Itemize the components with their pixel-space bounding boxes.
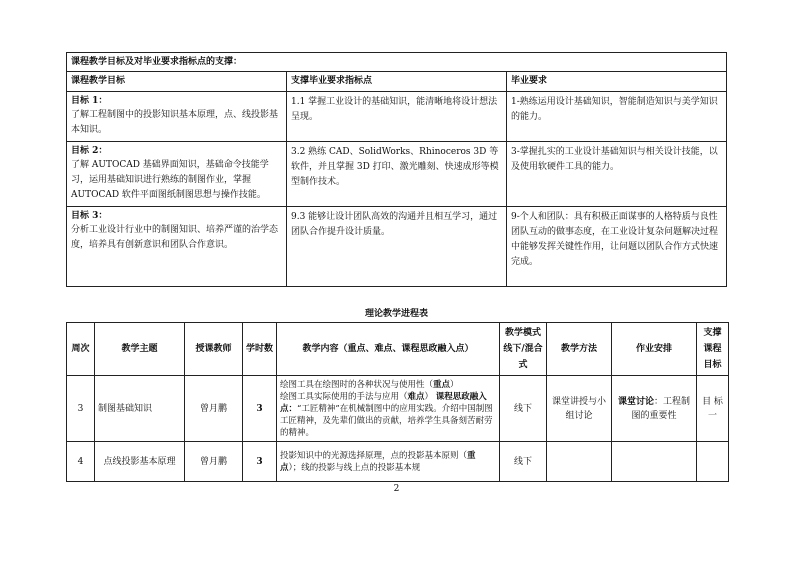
key-point-label: 重点 bbox=[433, 379, 451, 390]
topic-cell: 制图基础知识 bbox=[95, 376, 185, 442]
header-week: 周次 bbox=[67, 323, 95, 376]
objectives-table bbox=[66, 52, 727, 287]
content-line-2: 绘图工具实际使用的手法与应用（ bbox=[280, 391, 408, 402]
method-cell: 课堂讲授与小组讨论 bbox=[547, 376, 612, 442]
assignment-cell bbox=[612, 376, 697, 442]
requirement-cell-2: 3-掌握扎实的工业设计基础知识与相关设计技能，以及使用软硬件工具的能力。 bbox=[507, 142, 727, 207]
hours-cell: 3 bbox=[243, 442, 277, 482]
teacher-cell: 曾月鹏 bbox=[185, 376, 243, 442]
header-hours: 学时数 bbox=[243, 323, 277, 376]
mode-cell: 线下 bbox=[500, 442, 547, 482]
objective-row-1 bbox=[67, 92, 727, 142]
content-line-3: “工匠精神”在机械制图中的应用实践。介绍中国制图工匠精神，及先辈们做出的贡献，培养学生具备刻苦耐劳的精神。 bbox=[280, 403, 493, 438]
requirement-cell-3: 9-个人和团队：具有积极正面谋事的人格特质与良性团队互动的做事态度，在工业设计复杂问题解决过程中能够发挥关键性作用，让问题以团队合作方式快速完成。 bbox=[507, 207, 727, 287]
topic-cell: 点线投影基本原理 bbox=[95, 442, 185, 482]
key-point-label: 重点 bbox=[280, 450, 476, 473]
content-cell bbox=[277, 442, 500, 482]
goal-title-2: 目标 2： bbox=[71, 146, 108, 156]
method-cell bbox=[547, 442, 612, 482]
difficulty-label: 难点 bbox=[407, 391, 425, 402]
content-line-2-end: ） bbox=[424, 391, 434, 402]
assignment-text: ：工程制图的重要性 bbox=[631, 396, 691, 421]
goal-title-1: 目标 1： bbox=[71, 96, 108, 106]
header-requirement: 毕业要求 bbox=[507, 72, 727, 92]
target-cell: 目 标 一 bbox=[697, 376, 729, 442]
requirement-cell-1: 1-熟练运用设计基础知识，智能制造知识与美学知识的能力。 bbox=[507, 92, 727, 142]
header-method: 教学方法 bbox=[547, 323, 612, 376]
mode-cell: 线下 bbox=[500, 376, 547, 442]
header-target: 支撑课程目标 bbox=[697, 323, 729, 376]
indicator-cell-3: 9.3 能够让设计团队高效的沟通并且相互学习，通过团队合作提升设计质量。 bbox=[287, 207, 507, 287]
goal-text-2: 了解 AUTOCAD 基础界面知识，基础命令技能学习，运用基础知识进行熟练的制图作业，掌握 AUTOCAD 软件平面图纸制图思想与操作技能。 bbox=[71, 160, 269, 200]
content-line-1: 绘图工具在绘图时的各种状况与使用性（ bbox=[280, 379, 434, 390]
progress-table-title: 理论教学进程表 bbox=[364, 309, 428, 319]
header-topic: 教学主题 bbox=[95, 323, 185, 376]
objectives-caption: 课程教学目标及对毕业要求指标点的支撑： bbox=[67, 53, 727, 72]
target-cell bbox=[697, 442, 729, 482]
progress-row-week-3 bbox=[67, 376, 729, 442]
week-cell: 4 bbox=[67, 442, 95, 482]
header-course-goal: 课程教学目标 bbox=[67, 72, 287, 92]
indicator-cell-2: 3.2 熟练 CAD、SolidWorks、Rhinoceros 3D 等软件，并且掌握 3D 打印、激光雕刻、快速成形等模型制作技术。 bbox=[287, 142, 507, 207]
header-assignment: 作业安排 bbox=[612, 323, 697, 376]
ideology-label: 课程思政融入点： bbox=[280, 391, 487, 414]
goal-title-3: 目标 3： bbox=[71, 211, 108, 221]
header-mode: 教学模式 线下/混合式 bbox=[500, 323, 547, 376]
indicator-cell-1: 1.1 掌握工业设计的基础知识，能清晰地将设计想法呈现。 bbox=[287, 92, 507, 142]
goal-text-3: 分析工业设计行业中的制图知识、培养严谨的治学态度，培养具有创新意识和团队合作意识。 bbox=[71, 225, 279, 250]
teacher-cell: 曾月鹏 bbox=[185, 442, 243, 482]
hours-cell: 3 bbox=[243, 376, 277, 442]
header-content: 教学内容（重点、难点、课程思政融入点） bbox=[277, 323, 500, 376]
header-indicator: 支撑毕业要求指标点 bbox=[287, 72, 507, 92]
week-cell: 3 bbox=[67, 376, 95, 442]
objective-row-2 bbox=[67, 142, 727, 207]
goal-text-1: 了解工程制图中的投影知识基本原理，点、线投影基本知识。 bbox=[71, 110, 279, 135]
header-teacher: 授课教师 bbox=[185, 323, 243, 376]
goal-cell-3 bbox=[67, 207, 287, 287]
goal-cell-1 bbox=[67, 92, 287, 142]
page-number: 2 bbox=[393, 484, 400, 494]
objective-row-3 bbox=[67, 207, 727, 287]
assignment-cell bbox=[612, 442, 697, 482]
content-line-1-end: ） bbox=[450, 379, 459, 390]
content-cell bbox=[277, 376, 500, 442]
content-line-1-end: ）；线的投影与线上点的投影基本规 bbox=[288, 462, 421, 473]
progress-table bbox=[66, 322, 729, 482]
goal-cell-2 bbox=[67, 142, 287, 207]
content-line-1: 投影知识中的光源选择原理，点的投影基本原则（ bbox=[280, 450, 468, 461]
assignment-label: 课堂讨论 bbox=[617, 396, 654, 407]
progress-row-week-4 bbox=[67, 442, 729, 482]
